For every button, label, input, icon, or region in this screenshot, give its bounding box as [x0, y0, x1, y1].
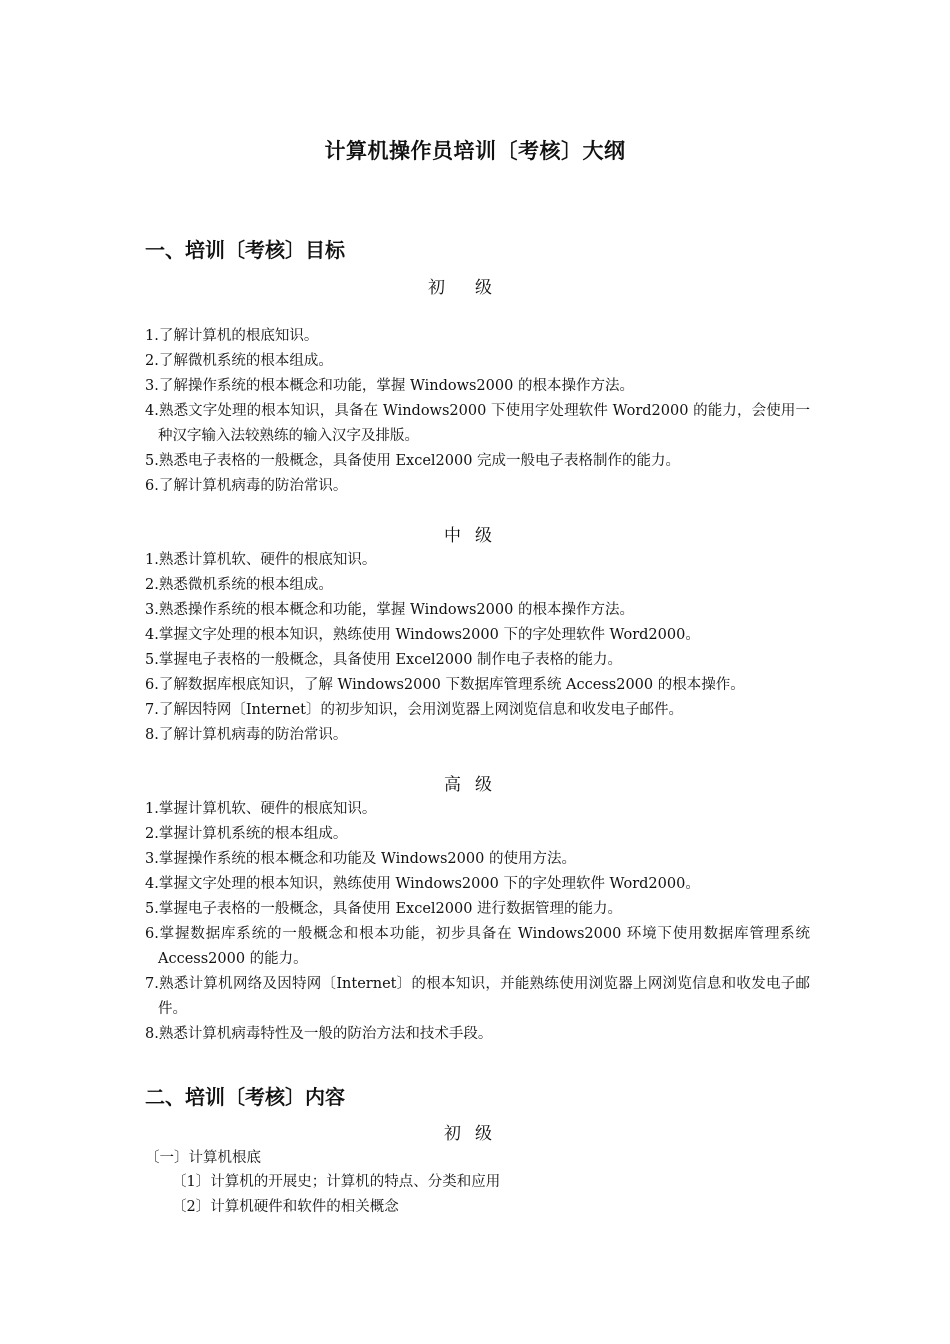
list-item: 2.了解微机系统的根本组成。 — [145, 353, 333, 369]
section-heading-content: 二、培训〔考核〕内容 — [145, 1085, 345, 1109]
list-item: 4.掌握文字处理的根本知识，熟练使用 Windows2000 下的字处理软件 Word2000。 — [145, 876, 700, 892]
list-item: 6.了解计算机病毒的防治常识。 — [145, 478, 348, 494]
advanced-objectives-list — [145, 797, 810, 1047]
document-title: 计算机操作员培训〔考核〕大纲 — [324, 139, 626, 163]
intermediate-objectives-list — [145, 548, 810, 748]
list-item: 5.熟悉电子表格的一般概念，具备使用 Excel2000 完成一般电子表格制作的能力。 — [145, 453, 681, 469]
list-item: 8.了解计算机病毒的防治常识。 — [145, 727, 348, 743]
list-item: 7.熟悉计算机网络及因特网〔Internet〕的根本知识，并能熟练使用浏览器上网浏览信息和收发电子邮件。 — [145, 976, 810, 1017]
level-heading-junior: 初级 — [428, 278, 522, 298]
list-item: 1.掌握计算机软、硬件的根底知识。 — [145, 801, 377, 817]
list-item: 7.了解因特网〔Internet〕的初步知识，会用浏览器上网浏览信息和收发电子邮件。 — [145, 702, 683, 718]
list-item: 1.熟悉计算机软、硬件的根底知识。 — [145, 552, 377, 568]
content-sub-item: 〔2〕计算机硬件和软件的相关概念 — [172, 1199, 399, 1215]
content-part-title: 〔一〕计算机根底 — [145, 1150, 261, 1166]
list-item: 4.熟悉文字处理的根本知识，具备在 Windows2000 下使用字处理软件 Word2000 的能力，会使用一种汉字输入法较熟练的输入汉字及排版。 — [145, 403, 810, 444]
list-item: 1.了解计算机的根底知识。 — [145, 328, 319, 344]
list-item: 3.掌握操作系统的根本概念和功能及 Windows2000 的使用方法。 — [145, 851, 576, 867]
list-item: 5.掌握电子表格的一般概念，具备使用 Excel2000 进行数据管理的能力。 — [145, 901, 623, 917]
list-item: 4.掌握文字处理的根本知识，熟练使用 Windows2000 下的字处理软件 Word2000。 — [145, 627, 700, 643]
list-item: 5.掌握电子表格的一般概念，具备使用 Excel2000 制作电子表格的能力。 — [145, 652, 623, 668]
content-sub-item: 〔1〕计算机的开展史；计算机的特点、分类和应用 — [172, 1174, 501, 1190]
list-item: 8.熟悉计算机病毒特性及一般的防治方法和技术手段。 — [145, 1026, 493, 1042]
level-heading-content-junior: 初级 — [444, 1124, 506, 1144]
junior-objectives-list — [145, 324, 810, 499]
level-heading-advanced: 高级 — [444, 775, 506, 795]
list-item: 6.掌握数据库系统的一般概念和根本功能，初步具备在 Windows2000 环境下使用数据库管理系统 Access2000 的能力。 — [145, 926, 810, 967]
list-item: 2.掌握计算机系统的根本组成。 — [145, 826, 348, 842]
list-item: 6.了解数据库根底知识，了解 Windows2000 下数据库管理系统 Access2000 的根本操作。 — [145, 677, 745, 693]
level-heading-intermediate: 中级 — [444, 526, 506, 546]
section-heading-objectives: 一、培训〔考核〕目标 — [145, 238, 345, 262]
list-item: 3.熟悉操作系统的根本概念和功能，掌握 Windows2000 的根本操作方法。 — [145, 602, 634, 618]
list-item: 2.熟悉微机系统的根本组成。 — [145, 577, 333, 593]
list-item: 3.了解操作系统的根本概念和功能，掌握 Windows2000 的根本操作方法。 — [145, 378, 634, 394]
